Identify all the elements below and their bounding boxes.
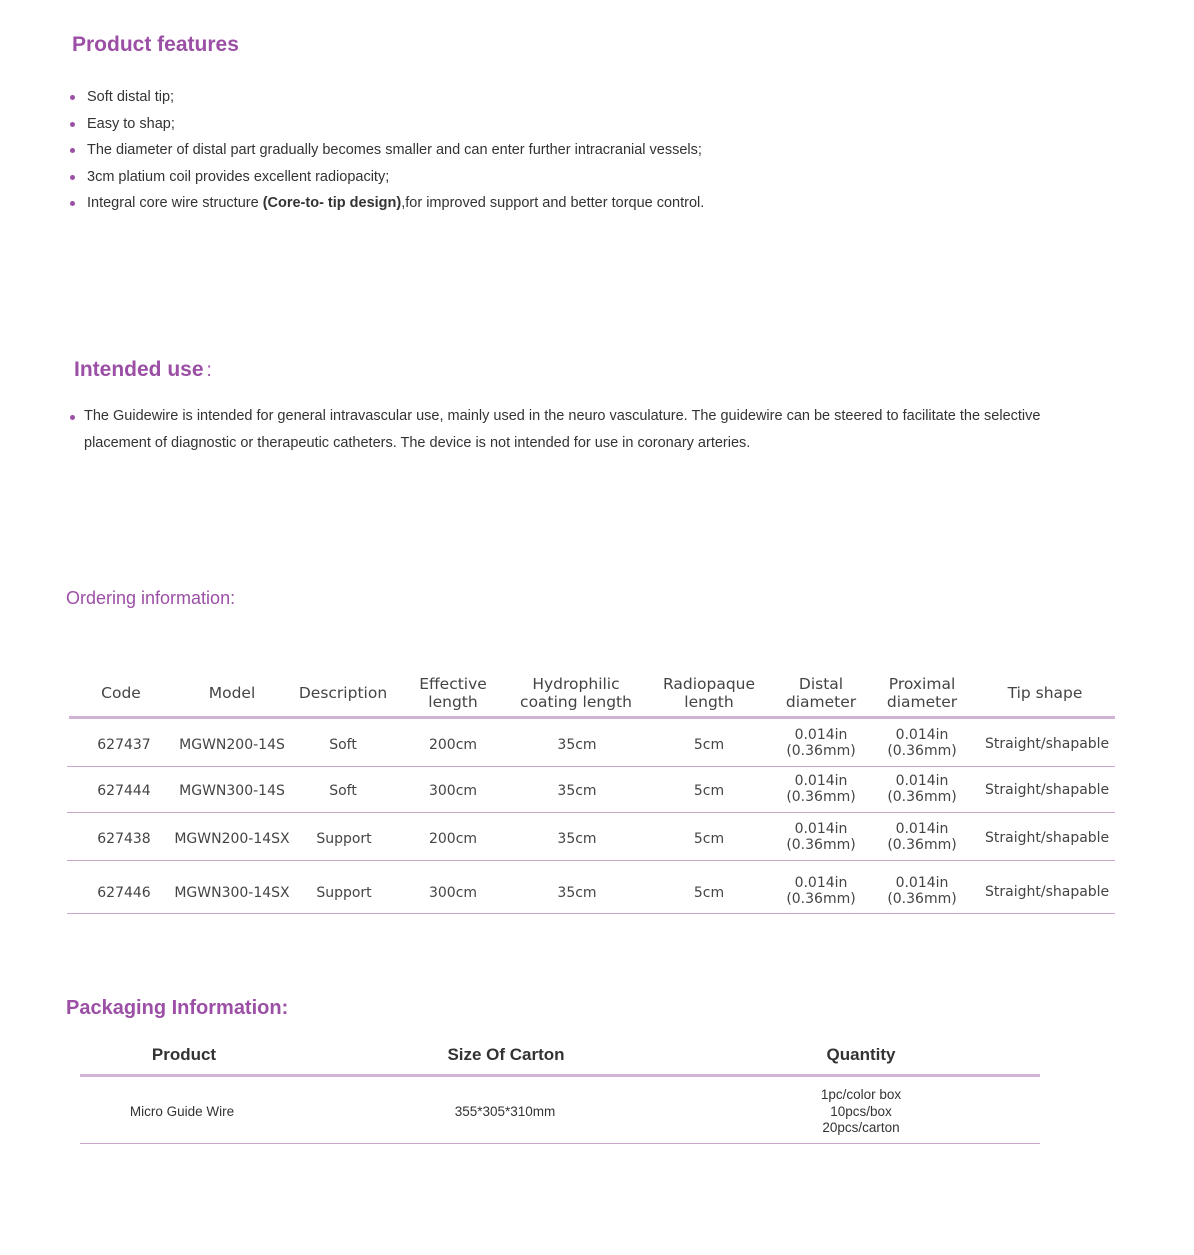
feature-item: Integral core wire structure (Core-to- tip design),for improved support and better torque control. [70, 190, 704, 217]
ordering-title: Ordering information: [66, 588, 236, 608]
header-size-of-carton: Size Of Carton [447, 1045, 565, 1064]
cell-description: Support [316, 885, 372, 901]
cell-code: 627446 [97, 885, 151, 901]
header-hydrophilic-length: Hydrophilic coating length [520, 675, 632, 711]
header-radiopaque-length: Radiopaque length [662, 675, 756, 711]
cell-model: MGWN300-14SX [174, 885, 290, 901]
packaging-title: Packaging Information: [66, 997, 289, 1019]
cell-radiopaque: 5cm [693, 783, 725, 799]
feature-item: The diameter of distal part gradually becomes smaller and can enter further intracranial vessels; [70, 137, 704, 164]
intended-use-title: Intended use : [74, 358, 212, 381]
header-quantity: Quantity [826, 1045, 896, 1064]
bullet-icon [70, 95, 75, 100]
cell-distal: 0.014in (0.36mm) [786, 773, 856, 805]
cell-proximal: 0.014in (0.36mm) [887, 773, 957, 805]
cell-code: 627444 [97, 783, 151, 799]
cell-description: Support [316, 831, 372, 847]
header-tip-shape: Tip shape [1007, 684, 1083, 702]
header-code: Code [101, 684, 141, 702]
header-effective-length: Effective length [419, 675, 487, 711]
cell-radiopaque: 5cm [693, 885, 725, 901]
bullet-icon [70, 415, 75, 420]
cell-tip: Straight/shapable [985, 782, 1110, 798]
header-proximal-diameter: Proximal diameter [886, 675, 958, 711]
cell-effective: 200cm [428, 831, 478, 847]
cell-effective: 200cm [428, 737, 478, 753]
row-divider [80, 1143, 1040, 1144]
cell-hydrophilic: 35cm [557, 831, 597, 847]
header-model: Model [208, 684, 256, 702]
bullet-icon [70, 122, 75, 127]
intended-use-text: The Guidewire is intended for general intravascular use, mainly used in the neuro vasculature. The guidewire can be steered to facilitate the selective placement of diagnostic or therapeutic catheters. The device is not intended for use in coronary arteries. [84, 408, 1041, 451]
cell-proximal: 0.014in (0.36mm) [887, 821, 957, 853]
bullet-icon [70, 148, 75, 153]
cell-tip: Straight/shapable [985, 736, 1110, 752]
cell-model: MGWN200-14S [179, 737, 285, 753]
cell-tip: Straight/shapable [985, 830, 1110, 846]
cell-hydrophilic: 35cm [557, 885, 597, 901]
cell-tip: Straight/shapable [985, 884, 1110, 900]
header-product: Product [151, 1045, 217, 1064]
cell-proximal: 0.014in (0.36mm) [887, 875, 957, 907]
feature-item: Soft distal tip; [70, 84, 704, 111]
cell-radiopaque: 5cm [693, 831, 725, 847]
features-list [70, 84, 704, 217]
cell-radiopaque: 5cm [693, 737, 725, 753]
row-divider [67, 766, 1115, 767]
row-divider [67, 812, 1115, 813]
cell-model: MGWN200-14SX [174, 831, 290, 847]
cell-code: 627437 [97, 737, 151, 753]
cell-description: Soft [329, 783, 357, 799]
cell-size: 355*305*310mm [454, 1104, 556, 1119]
feature-item: 3cm platium coil provides excellent radiopacity; [70, 164, 704, 191]
cell-hydrophilic: 35cm [557, 737, 597, 753]
cell-effective: 300cm [428, 783, 478, 799]
cell-code: 627438 [97, 831, 151, 847]
product-features-title: Product features [72, 33, 239, 56]
cell-model: MGWN300-14S [179, 783, 285, 799]
packaging-header-rule [80, 1074, 1040, 1077]
cell-distal: 0.014in (0.36mm) [786, 821, 856, 853]
cell-product: Micro Guide Wire [129, 1104, 235, 1119]
table-header-rule [69, 716, 1115, 719]
cell-hydrophilic: 35cm [557, 783, 597, 799]
cell-effective: 300cm [428, 885, 478, 901]
cell-distal: 0.014in (0.36mm) [786, 727, 856, 759]
bullet-icon [70, 175, 75, 180]
header-description: Description [298, 684, 388, 702]
cell-description: Soft [329, 737, 357, 753]
row-divider [67, 860, 1115, 861]
bullet-icon [70, 201, 75, 206]
cell-distal: 0.014in (0.36mm) [786, 875, 856, 907]
row-divider [67, 913, 1115, 914]
header-distal-diameter: Distal diameter [785, 675, 857, 711]
cell-proximal: 0.014in (0.36mm) [887, 727, 957, 759]
feature-item: Easy to shap; [70, 111, 704, 138]
cell-quantity: 1pc/color box 10pcs/box 20pcs/carton [820, 1087, 902, 1135]
